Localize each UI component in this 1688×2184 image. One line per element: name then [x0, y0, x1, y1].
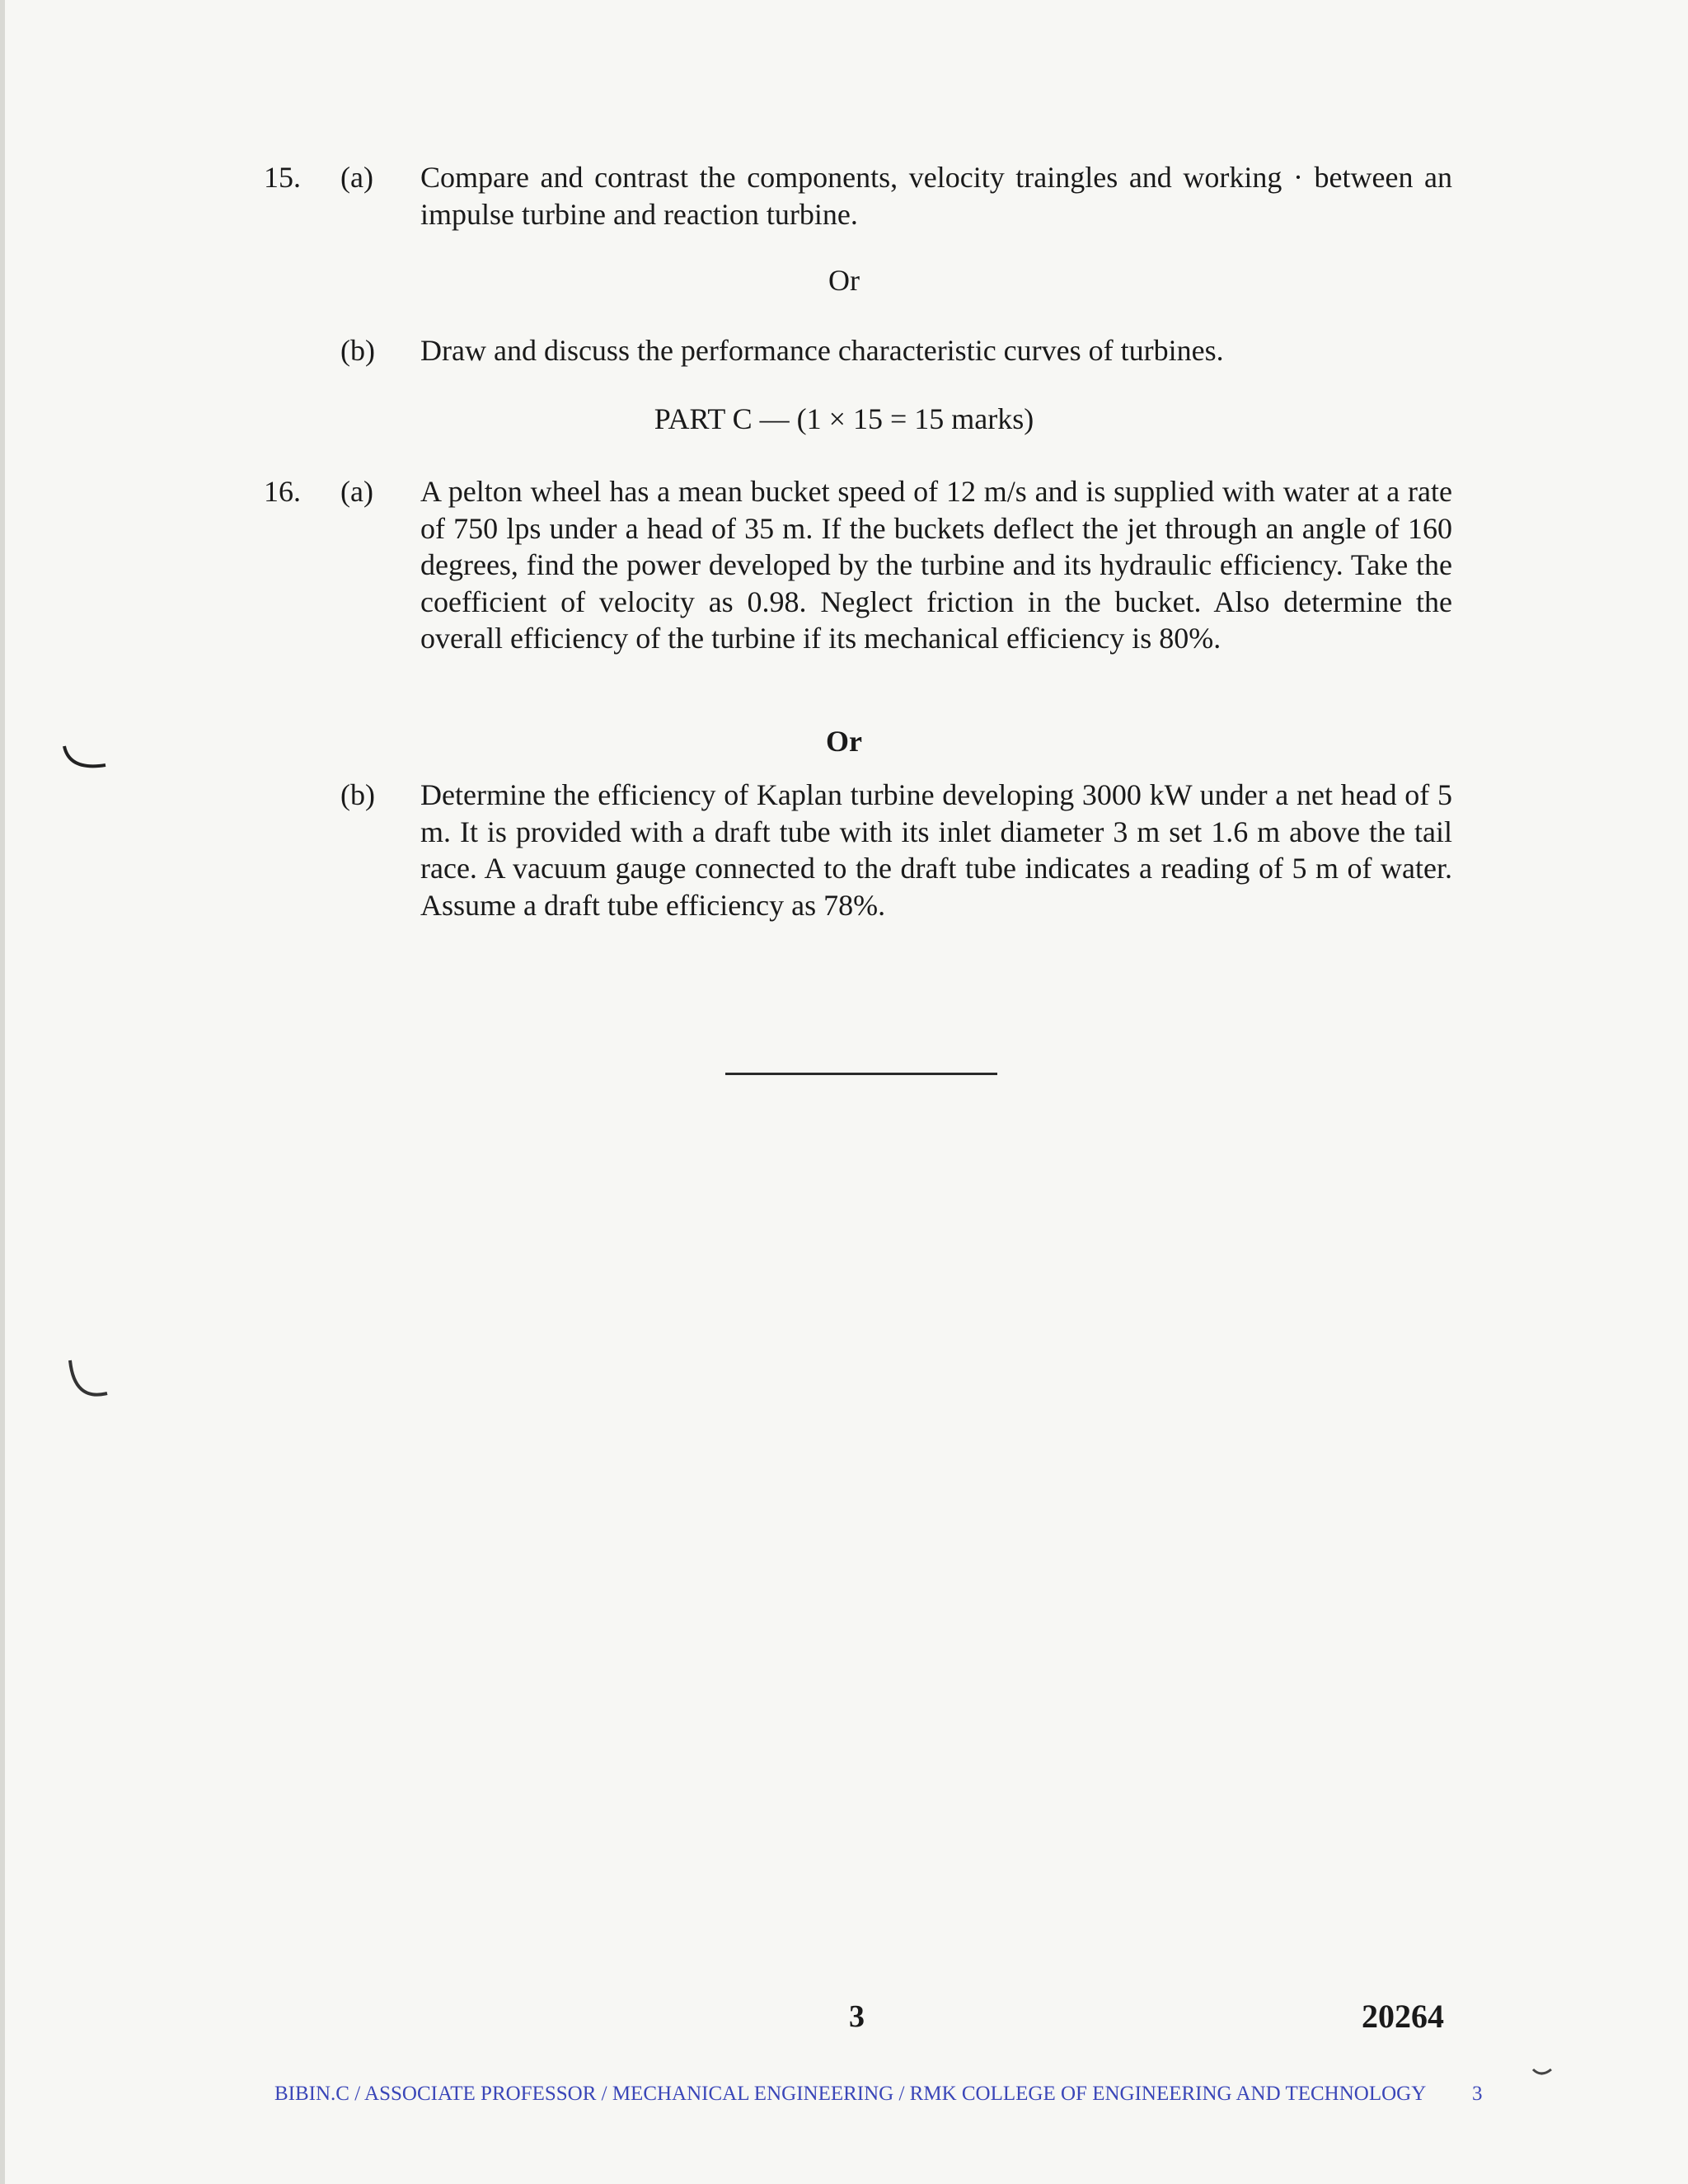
question-number-16: 16. [264, 475, 301, 508]
paper-code: 20264 [1362, 1998, 1444, 2035]
question-15b-text: Draw and discuss the performance characteristic curves of turbines. [420, 334, 1224, 367]
part-c-heading: PART C — (1 × 15 = 15 marks) [654, 402, 1034, 435]
footer-page-number: 3 [1472, 2083, 1483, 2105]
question-16b-text: Determine the efficiency of Kaplan turbine developing 3000 kW under a net head of 5 m. It is provided with a draft tube with its inlet diameter 3 m set 1.6 m above the tail race. A vacuum gauge connected to the draft tube indicates a reading of 5 m of water. Assume a draft tube efficiency as 78%. [420, 778, 1452, 922]
page-number: 3 [849, 1999, 865, 2034]
question-15a-label: (a) [340, 161, 373, 194]
or-separator-16: Or [826, 725, 862, 758]
question-15a-text: Compare and contrast the components, velocity traingles and working · between an impulse turbine and reaction turbine. [420, 161, 1452, 231]
question-15b-label: (b) [340, 334, 375, 367]
question-16b-label: (b) [340, 778, 375, 811]
question-number-15: 15. [264, 161, 301, 194]
question-16a-label: (a) [340, 475, 373, 508]
footer-credit: BIBIN.C / ASSOCIATE PROFESSOR / MECHANICAL ENGINEERING / RMK COLLEGE OF ENGINEERING AND TECHNOLOGY [274, 2083, 1427, 2105]
question-16a-text: A pelton wheel has a mean bucket speed of 12 m/s and is supplied with water at a rate of 750 lps under a head of 35 m. If the buckets deflect the jet through an angle of 160 degrees, find the power developed by the turbine and its hydraulic efficiency. Take the coefficient of velocity as 0.98. Neglect friction in the bucket. Also determine the overall efficiency of the turbine if its mechanical efficiency is 80%. [420, 475, 1452, 655]
or-separator-15: Or [828, 264, 860, 297]
